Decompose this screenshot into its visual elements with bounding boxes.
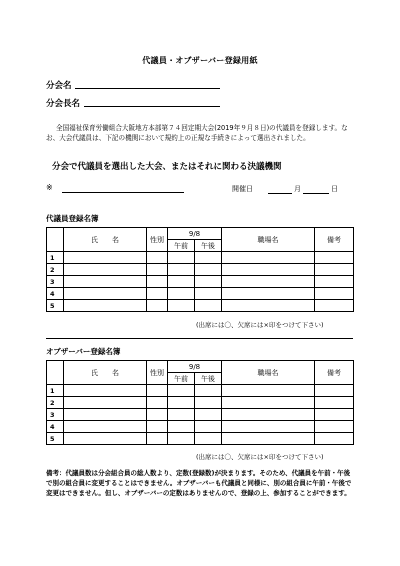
notes-cell[interactable]: [315, 385, 354, 397]
header-date: 9/8: [168, 361, 222, 373]
gender-cell[interactable]: [147, 433, 168, 445]
header-am: 午前: [168, 373, 195, 385]
row-number: 1: [47, 252, 64, 264]
observers-table: [46, 360, 354, 445]
name-cell[interactable]: [64, 252, 147, 264]
row-number: 3: [47, 276, 64, 288]
gender-cell[interactable]: [147, 421, 168, 433]
am-cell[interactable]: [168, 252, 195, 264]
row-number: 5: [47, 433, 64, 445]
gender-cell[interactable]: [147, 252, 168, 264]
table-row: [47, 252, 354, 264]
day-field[interactable]: [303, 183, 329, 194]
table-row: [47, 300, 354, 312]
pm-cell[interactable]: [195, 276, 222, 288]
header-gender: 性別: [147, 361, 168, 385]
section-divider: [46, 338, 353, 339]
notes-cell[interactable]: [315, 409, 354, 421]
observers-heading: オブザーバー登録名簿: [46, 347, 121, 356]
notes-cell[interactable]: [315, 288, 354, 300]
gender-cell[interactable]: [147, 264, 168, 276]
am-cell[interactable]: [168, 397, 195, 409]
intro-paragraph: 全国福祉保育労働組合大阪地方本部第７４回定期大会(2019年９月８日)の代議員を登録します。なお、大会代議員は、下記の機関において規約上の正規な手続きによって選出されました。: [46, 124, 348, 142]
am-cell[interactable]: [168, 288, 195, 300]
workplace-cell[interactable]: [222, 252, 315, 264]
am-cell[interactable]: [168, 409, 195, 421]
gender-cell[interactable]: [147, 409, 168, 421]
header-date: 9/8: [168, 228, 222, 240]
workplace-cell[interactable]: [222, 421, 315, 433]
name-cell[interactable]: [64, 264, 147, 276]
row-number: 4: [47, 288, 64, 300]
pm-cell[interactable]: [195, 385, 222, 397]
table-row: [47, 397, 354, 409]
pm-cell[interactable]: [195, 409, 222, 421]
notes-cell[interactable]: [315, 397, 354, 409]
table-row: [47, 385, 354, 397]
delegates-table: [46, 227, 354, 312]
workplace-cell[interactable]: [222, 264, 315, 276]
footnote-label: 備考：: [46, 469, 66, 477]
name-cell[interactable]: [64, 397, 147, 409]
am-cell[interactable]: [168, 276, 195, 288]
branch-chief-label: 分会長名: [46, 99, 81, 109]
footnote-text: 代議員数は分会組合員の総人数より、定数(登録数)が決まります。そのため、代議員を午前・午後で別の組合員に変更することはできません。オブザーバーも代議員と同様に、別の組合員に午前・午後で変更はできません。但し、オブザーバーの定数はありませんので、登録の上、参加することができます。: [46, 469, 352, 497]
name-cell[interactable]: [64, 276, 147, 288]
notes-cell[interactable]: [315, 264, 354, 276]
pm-cell[interactable]: [195, 397, 222, 409]
header-am: 午前: [168, 240, 195, 252]
gender-cell[interactable]: [147, 300, 168, 312]
notes-cell[interactable]: [315, 433, 354, 445]
name-cell[interactable]: [64, 421, 147, 433]
branch-name-label: 分会名: [46, 81, 72, 91]
pm-cell[interactable]: [195, 252, 222, 264]
name-cell[interactable]: [64, 409, 147, 421]
header-gender: 性別: [147, 228, 168, 252]
name-cell[interactable]: [64, 300, 147, 312]
table-row: [47, 276, 354, 288]
day-label: 日: [331, 185, 338, 193]
am-cell[interactable]: [168, 433, 195, 445]
workplace-cell[interactable]: [222, 409, 315, 421]
decision-body-field[interactable]: [62, 182, 184, 193]
month-label: 月: [294, 185, 301, 193]
notes-cell[interactable]: [315, 421, 354, 433]
header-number-cell: [47, 361, 64, 385]
gender-cell[interactable]: [147, 397, 168, 409]
workplace-cell[interactable]: [222, 385, 315, 397]
row-number: 2: [47, 397, 64, 409]
notes-cell[interactable]: [315, 300, 354, 312]
observers-caption: (出席には〇、欠席には×印をつけて下さい): [196, 453, 324, 461]
pm-cell[interactable]: [195, 288, 222, 300]
header-workplace: 職場名: [222, 228, 315, 252]
gender-cell[interactable]: [147, 276, 168, 288]
delegates-heading: 代議員登録名簿: [46, 214, 99, 223]
pm-cell[interactable]: [195, 300, 222, 312]
table-row: [47, 264, 354, 276]
header-name: 氏 名: [64, 228, 147, 252]
header-pm: 午後: [195, 240, 222, 252]
workplace-cell[interactable]: [222, 433, 315, 445]
name-cell[interactable]: [64, 288, 147, 300]
table-row: [47, 409, 354, 421]
workplace-cell[interactable]: [222, 276, 315, 288]
form-title: 代議員・オブザーバー登録用紙: [142, 56, 258, 65]
name-cell[interactable]: [64, 385, 147, 397]
notes-cell[interactable]: [315, 276, 354, 288]
row-number: 5: [47, 300, 64, 312]
pm-cell[interactable]: [195, 421, 222, 433]
header-workplace: 職場名: [222, 361, 315, 385]
header-name: 氏 名: [64, 361, 147, 385]
pm-cell[interactable]: [195, 433, 222, 445]
am-cell[interactable]: [168, 264, 195, 276]
am-cell[interactable]: [168, 300, 195, 312]
notes-cell[interactable]: [315, 252, 354, 264]
gender-cell[interactable]: [147, 385, 168, 397]
header-notes: 備考: [315, 228, 354, 252]
month-field[interactable]: [268, 183, 292, 194]
am-cell[interactable]: [168, 421, 195, 433]
decision-heading: 分会で代議員を選出した大会、またはそれに関わる決議機関: [52, 162, 282, 172]
workplace-cell[interactable]: [222, 397, 315, 409]
header-number-cell: [47, 228, 64, 252]
header-pm: 午後: [195, 373, 222, 385]
gender-cell[interactable]: [147, 288, 168, 300]
date-label: 開催日: [232, 185, 253, 193]
table-row: [47, 433, 354, 445]
footnote: [46, 468, 356, 498]
row-number: 4: [47, 421, 64, 433]
table-row: [47, 421, 354, 433]
row-number: 2: [47, 264, 64, 276]
workplace-cell[interactable]: [222, 300, 315, 312]
name-cell[interactable]: [64, 433, 147, 445]
row-number: 3: [47, 409, 64, 421]
branch-chief-field[interactable]: [84, 96, 220, 107]
table-row: [47, 288, 354, 300]
delegates-caption: (出席には〇、欠席には×印をつけて下さい): [196, 321, 324, 329]
header-notes: 備考: [315, 361, 354, 385]
am-cell[interactable]: [168, 385, 195, 397]
pm-cell[interactable]: [195, 264, 222, 276]
decision-mark: ※: [46, 183, 53, 192]
row-number: 1: [47, 385, 64, 397]
branch-name-field[interactable]: [75, 78, 220, 89]
workplace-cell[interactable]: [222, 288, 315, 300]
